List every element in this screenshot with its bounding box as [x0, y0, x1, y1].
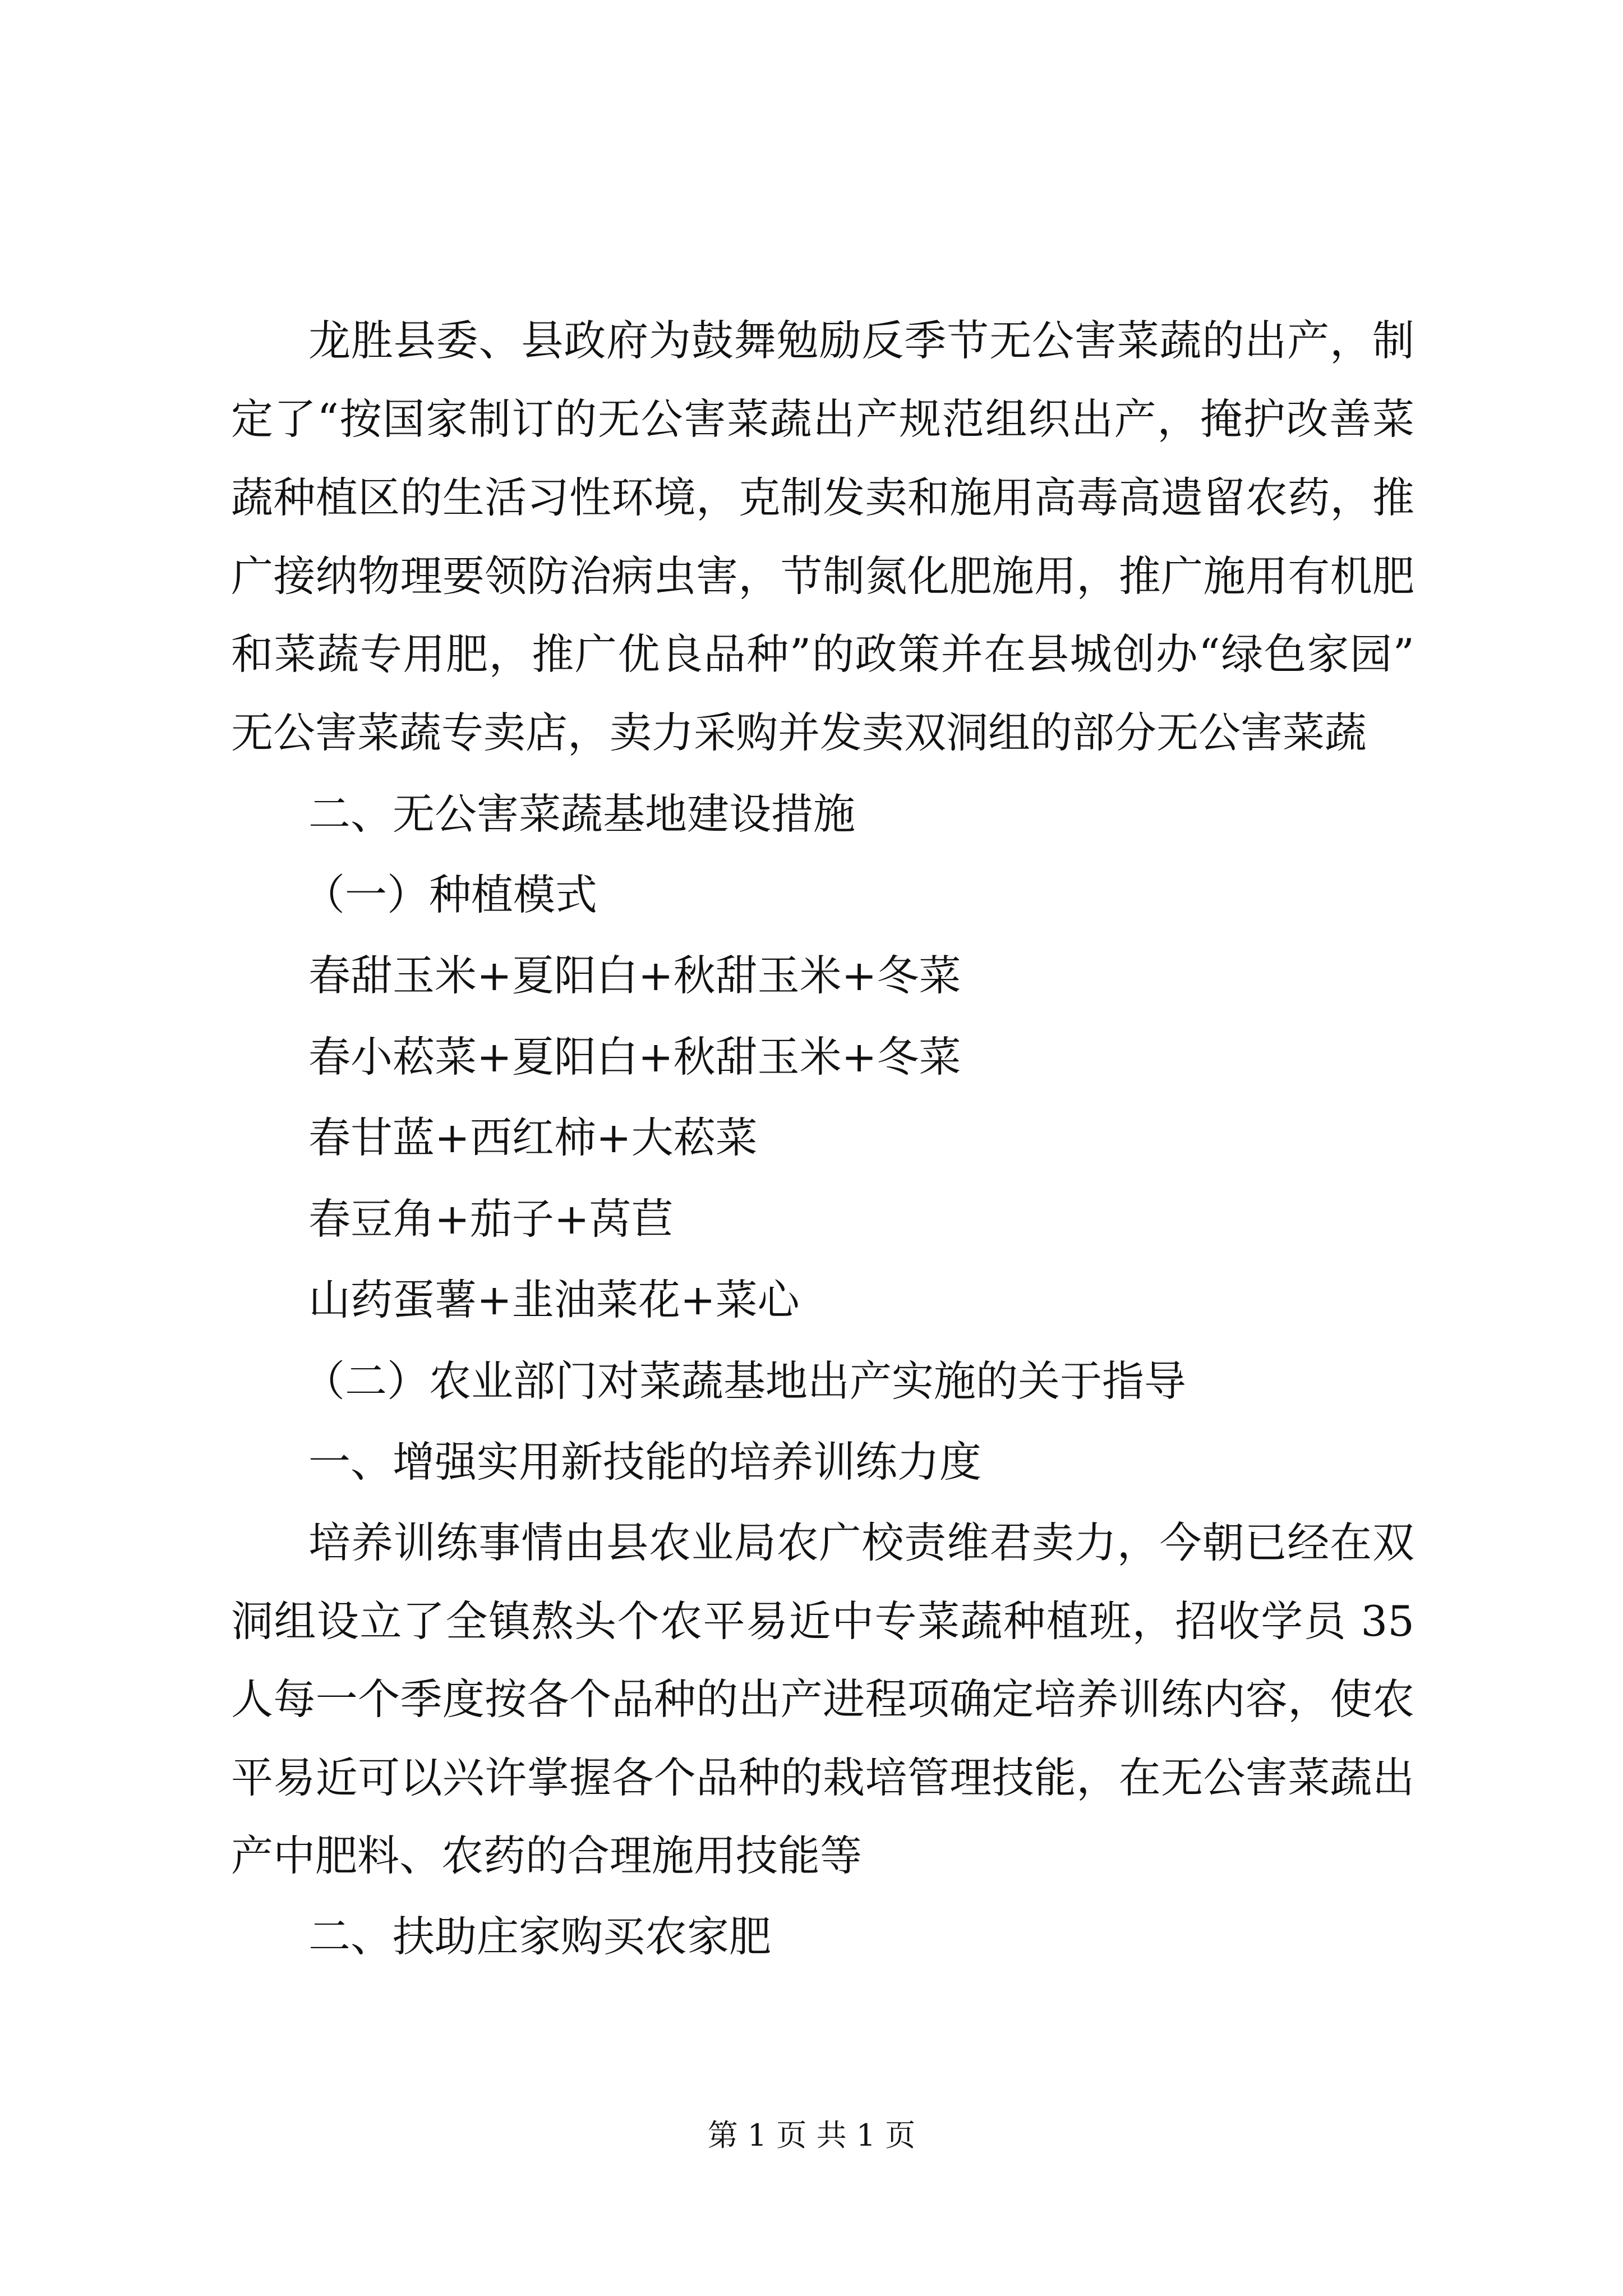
paragraph2-line-2: 洞组设立了全镇熬头个农平易近中专菜蔬种植班，招收学员 35: [231, 1596, 1414, 1646]
paragraph2-line-1: 培养训练事情由县农业局农广校责维君卖力，今朝已经在双: [308, 1518, 1414, 1567]
paragraph2-line-3: 人每一个季度按各个品种的出产进程项确定培养训练内容，使农: [231, 1674, 1414, 1724]
planting-pattern-1: 春甜玉米+夏阳白+秋甜玉米+冬菜: [308, 951, 961, 1000]
item-heading-1: 一、增强实用新技能的培养训练力度: [308, 1437, 982, 1487]
paragraph2-line-4: 平易近可以兴许掌握各个品种的栽培管理技能，在无公害菜蔬出: [231, 1753, 1414, 1802]
section-heading-2: 二、无公害菜蔬基地建设措施: [308, 789, 856, 839]
page-footer: 第 1 页 共 1 页: [707, 2118, 916, 2153]
planting-pattern-5: 山药蛋薯+韭油菜花+菜心: [308, 1275, 800, 1324]
planting-pattern-2: 春小菘菜+夏阳白+秋甜玉米+冬菜: [308, 1032, 961, 1082]
paragraph-line-4: 广接纳物理要领防治病虫害，节制氮化肥施用，推广施用有机肥: [231, 551, 1414, 601]
paragraph2-line-5: 产中肥料、农药的合理施用技能等: [231, 1831, 863, 1880]
subsection-heading-2: （二）农业部门对菜蔬基地出产实施的关于指导: [303, 1356, 1187, 1406]
subsection-heading-1: （一）种植模式: [303, 870, 598, 919]
item-heading-2: 二、扶助庄家购买农家肥: [308, 1912, 772, 1961]
planting-pattern-4: 春豆角+茄子+莴苣: [308, 1194, 674, 1244]
paragraph-line-1: 龙胜县委、县政府为鼓舞勉励反季节无公害菜蔬的出产，制: [308, 316, 1414, 365]
paragraph-line-6: 无公害菜蔬专卖店，卖力采购并发卖双洞组的部分无公害菜蔬: [231, 708, 1367, 757]
planting-pattern-3: 春甘蓝+西红柿+大菘菜: [308, 1113, 758, 1162]
paragraph-line-5: 和菜蔬专用肥，推广优良品种”的政策并在县城创办“绿色家园”: [231, 629, 1414, 679]
paragraph-line-3: 蔬种植区的生活习性环境，克制发卖和施用高毒高遗留农药，推: [231, 473, 1414, 522]
paragraph-line-2: 定了“按国家制订的无公害菜蔬出产规范组织出产，掩护改善菜: [231, 394, 1414, 444]
